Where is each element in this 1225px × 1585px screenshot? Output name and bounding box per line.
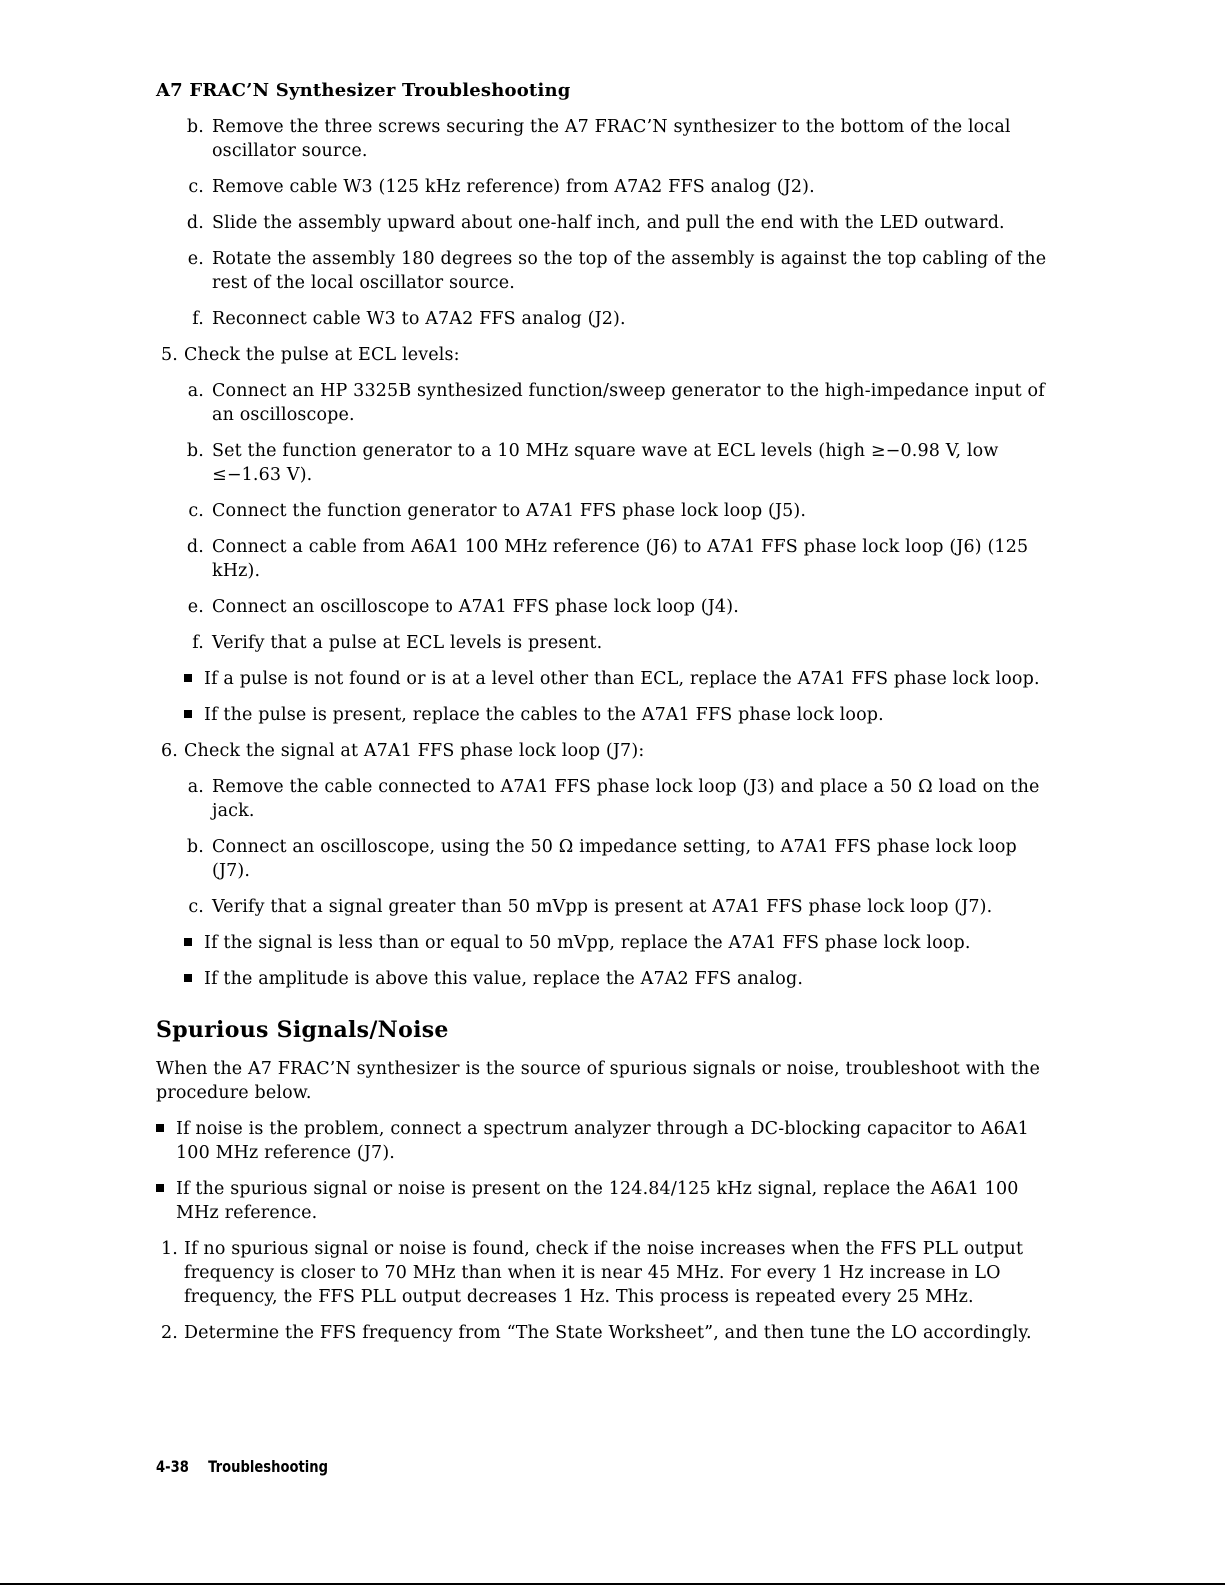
square-bullet-icon [184,710,192,718]
item-label: b. [186,117,204,137]
step-label: 6. [161,741,178,761]
page-body [156,80,1056,1357]
bullet-item [156,967,1056,991]
list-item [156,895,1056,919]
item-text: Connect an HP 3325B synthesized function/sweep generator to the high-impedance input of an oscilloscope. [212,381,1045,425]
list-item [156,595,1056,619]
list-item [156,247,1056,295]
step-5 [156,343,1056,367]
item-text: Set the function generator to a 10 MHz square wave at ECL levels (high ≥−0.98 V, low ≤−1.63 V). [212,441,999,485]
bullet-text: If noise is the problem, connect a spectrum analyzer through a DC-blocking capacitor to A6A1 100 MHz reference (J7). [176,1119,1029,1163]
item-text: Connect a cable from A6A1 100 MHz reference (J6) to A7A1 FFS phase lock loop (J6) (125 kHz). [212,537,1029,581]
page-footer [156,1457,328,1476]
item-label: c. [188,501,204,521]
list-item [156,499,1056,523]
step-item [156,1321,1056,1345]
item-label: b. [186,837,204,857]
item-label: e. [187,597,204,617]
list-item [156,115,1056,163]
square-bullet-icon [184,974,192,982]
item-text: Connect an oscilloscope to A7A1 FFS phase lock loop (J4). [212,597,739,617]
step-text: Check the pulse at ECL levels: [184,345,460,365]
step-text: Check the signal at A7A1 FFS phase lock loop (J7): [184,741,645,761]
section-intro: When the A7 FRAC’N synthesizer is the source of spurious signals or noise, troubleshoot with the procedure below. [156,1059,1040,1103]
item-label: a. [187,381,204,401]
bullet-text: If the signal is less than or equal to 50 mVpp, replace the A7A1 FFS phase lock loop. [204,933,971,953]
item-text: Connect an oscilloscope, using the 50 Ω impedance setting, to A7A1 FFS phase lock loop (J7). [212,837,1017,881]
list-item [156,535,1056,583]
item-text: Slide the assembly upward about one-half inch, and pull the end with the LED outward. [212,213,1005,233]
bullet-text: If the amplitude is above this value, replace the A7A2 FFS analog. [204,969,804,989]
section-heading: Spurious Signals/Noise [156,1017,449,1043]
step-label: 1. [161,1239,178,1259]
item-label: c. [188,177,204,197]
step-label: 2. [161,1323,178,1343]
bullet-item [156,703,1056,727]
bullet-text: If the pulse is present, replace the cables to the A7A1 FFS phase lock loop. [204,705,884,725]
item-label: a. [187,777,204,797]
list-item [156,835,1056,883]
square-bullet-icon [156,1184,164,1192]
bullet-item [156,667,1056,691]
item-label: b. [186,441,204,461]
list-item [156,631,1056,655]
square-bullet-icon [156,1124,164,1132]
step-6 [156,739,1056,763]
footer-section-title: Troubleshooting [208,1457,328,1476]
item-label: d. [186,213,204,233]
step-label: 5. [161,345,178,365]
list-item [156,175,1056,199]
step-item [156,1237,1056,1309]
list-item [156,307,1056,331]
page-number: 4-38 [156,1457,189,1476]
item-label: c. [188,897,204,917]
item-text: Reconnect cable W3 to A7A2 FFS analog (J2). [212,309,626,329]
square-bullet-icon [184,674,192,682]
item-text: Rotate the assembly 180 degrees so the top of the assembly is against the top cabling of the rest of the local oscillator source. [212,249,1047,293]
item-label: f. [192,309,204,329]
item-text: Verify that a pulse at ECL levels is present. [212,633,603,653]
bullet-text: If a pulse is not found or is at a level other than ECL, replace the A7A1 FFS phase lock loop. [204,669,1040,689]
item-label: f. [192,633,204,653]
square-bullet-icon [184,938,192,946]
list-item [156,775,1056,823]
step-text: Determine the FFS frequency from “The State Worksheet”, and then tune the LO accordingly. [184,1323,1032,1343]
bullet-item [156,1177,1056,1225]
bullet-item [156,1117,1056,1165]
item-text: Remove the cable connected to A7A1 FFS phase lock loop (J3) and place a 50 Ω load on the jack. [212,777,1040,821]
item-label: d. [186,537,204,557]
item-label: e. [187,249,204,269]
item-text: Verify that a signal greater than 50 mVpp is present at A7A1 FFS phase lock loop (J7). [212,897,993,917]
running-title: A7 FRAC’N Synthesizer Troubleshooting [156,80,571,101]
step-text: If no spurious signal or noise is found, check if the noise increases when the FFS PLL output frequency is closer to 70 MHz than when it is near 45 MHz. For every 1 Hz increase in LO frequency, the FFS PLL output decreases 1 Hz. This process is repeated every 25 MHz. [184,1239,1024,1307]
list-item [156,379,1056,427]
bullet-text: If the spurious signal or noise is present on the 124.84/125 kHz signal, replace the A6A1 100 MHz reference. [176,1179,1019,1223]
list-item [156,211,1056,235]
bullet-item [156,931,1056,955]
item-text: Connect the function generator to A7A1 FFS phase lock loop (J5). [212,501,807,521]
item-text: Remove cable W3 (125 kHz reference) from A7A2 FFS analog (J2). [212,177,815,197]
item-text: Remove the three screws securing the A7 FRAC’N synthesizer to the bottom of the local oscillator source. [212,117,1011,161]
list-item [156,439,1056,487]
